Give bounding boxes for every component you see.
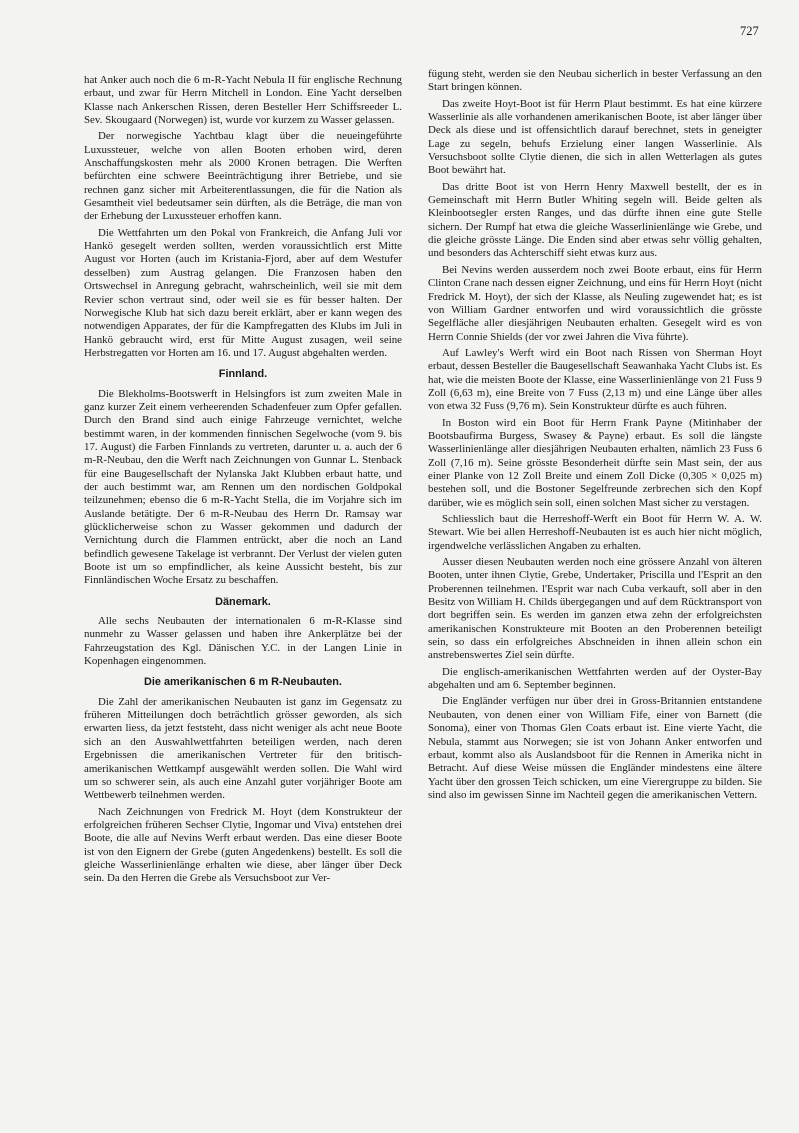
section-heading: Die amerikanischen 6 m R-Neubauten. bbox=[144, 676, 342, 689]
paragraph: Das dritte Boot ist von Herrn Henry Maxwell bestellt, der es in Gemeinschaft mit Herrn Butler Whiting segeln will. Beide gelten als Kleinbootsegler ersten Ranges, und das dürfte ihnen eine gute Stelle sichern. Der Rumpf hat etwa die gleiche Wasserlinienlänge wie Grebe, und die gleiche grösste Länge. Die Enden sind aber etwas sehr völlig gehalten, und besonders das Achterschiff sieht etwas kurz aus. bbox=[428, 180, 762, 260]
paragraph: Das zweite Hoyt-Boot ist für Herrn Plaut bestimmt. Es hat eine kürzere Wasserlinie als alle vorhandenen amerikanischen Boote, ist aber länger über Deck als diese und ist offensichtlich darauf berechnet, stets in geneigter Lage zu segeln, behufs Erzielung einer langen Wasserlinie. Als Versuchsboot sollte Clytie dienen, die sich in allen Wetterlagen als gutes Boot bewährt hat. bbox=[428, 97, 762, 177]
paragraph: fügung steht, werden sie den Neubau sicherlich in bester Verfassung an den Start bringen können. bbox=[428, 68, 762, 94]
paragraph: Bei Nevins werden ausserdem noch zwei Boote erbaut, eins für Herrn Clinton Crane nach dessen eigner Zeichnung, und eins für Herrn Hoyt (nicht Fredrick M. Hoyt), der sich der Klasse, als Neuling zugewendet hat; es ist von William Gardner entworfen und wird voraussichtlich die grösste Segelfläche aller diesjährigen Neubauten erhalten. Gesegelt wird es von Herrn Connie Shields (der vor zwei Jahren die Viva führte). bbox=[428, 263, 762, 343]
paragraph: hat Anker auch noch die 6 m-R-Yacht Nebula II für englische Rechnung erbaut, und zwar für Herrn Mitchell in London. Eine Yacht derselben Klasse nach Ankerschen Rissen, deren Besteller Herr Schiffsreeder L. Sev. Skougaard (Norwegen) ist, wurde vor kurzem zu Wasser gelassen. bbox=[84, 74, 402, 127]
paragraph: Nach Zeichnungen von Fredrick M. Hoyt (dem Konstrukteur der erfolgreichen früheren Sechser Clytie, Ingomar und Viva) entstehen drei Boote, die alle auf Nevins Werft erbaut werden. Das eine dieser Boote ist von den Eignern der Grebe (guten Angedenkens) bestellt. Es soll die gleiche Wasserlinienlänge erhalten wie diese, aber länger über Deck sein. Da den Herren die Grebe als Versuchsboot zur Ver- bbox=[84, 805, 402, 885]
right-column bbox=[428, 68, 762, 805]
section-heading: Finnland. bbox=[218, 368, 268, 381]
paragraph: Alle sechs Neubauten der internationalen 6 m-R-Klasse sind nunmehr zu Wasser gelassen und haben ihre Ankerplätze bei der Fahrzeugstation des Kgl. Dänischen Y.C. in der Langen Linie in Kopenhagen eingenommen. bbox=[84, 615, 402, 668]
left-column bbox=[84, 74, 402, 889]
paragraph: Die englisch-amerikanischen Wettfahrten werden auf der Oyster-Bay abgehalten und am 6. September beginnen. bbox=[428, 665, 762, 692]
page-number: 727 bbox=[740, 24, 759, 38]
paragraph: Schliesslich baut die Herreshoff-Werft ein Boot für Herrn W. A. W. Stewart. Wie bei allen Herreshoff-Neubauten ist es auch hier nicht möglich, irgendwelche verlässlichen Angaben zu erhalten. bbox=[428, 513, 762, 552]
paragraph: Der norwegische Yachtbau klagt über die neueingeführte Luxussteuer, welche von allen Booten erhoben wird, deren Anschaffungskosten mehr als 2000 Kronen betragen. Die Werften befürchten eine schwere Beeinträchtigung ihrer Betriebe, und sie rechnen ganz sicher mit Arbeiterentlassungen, die für die Nation als Gesamtheit viel bedeutsamer sein dürften, als die Beträge, die man von der Erhebung der Luxussteuer erhoffen kann. bbox=[84, 130, 402, 223]
paragraph: Die Blekholms-Bootswerft in Helsingfors ist zum zweiten Male in ganz kurzer Zeit einem verheerenden Schadenfeuer zum Opfer gefallen. Durch den Brand sind auch einige Fahrzeuge vernichtet, welche bestimmt waren, in der kommenden finnischen Segelwoche (vom 9. bis 17. August) die Farben Finnlands zu vertreten, darunter u. a. auch der 6 m-R-Neubau, den die Werft nach Zeichnungen von Gunnar L. Stenback für eine Baugesellschaft der Nylanska Jakt Klubben erbaut hatte, und der auch bestimmt war, am Rennen um den nordischen Goldpokal teilzunehmen; ebenso die 6 m-R-Yacht Stella, die im Vorjahre sich im Auslande betätigte. Der 6 m-R-Neubau des Herrn Dr. Ramsay war glücklicherweise schon zu Wasser gekommen und dadurch der Vernichtung durch die Flammen entrückt, aber die noch an Land befindlich gewesene Takelage ist verbrannt. Der Verlust der vielen guten Boote ist um so empfindlicher, als keine Aussicht besteht, bis zur Finnländischen Woche Ersatz zu beschaffen. bbox=[84, 387, 402, 587]
paragraph: Die Engländer verfügen nur über drei in Gross-Britannien entstandene Neubauten, von denen einer von William Fife, einer von Barnett (die Sonoma), einer von Thomas Glen Coats erbaut ist. Eine vierte Yacht, die Nebula, stammt aus Norwegen; sie ist von Johann Anker entworfen und erbaut, kommt also als Auslandsboot für die Rennen in Amerika nicht in Betracht. Auf diese Weise müssen die Engländer mindestens eine ältere Yacht über den grossen Teich schicken, um eine Vierergruppe zu bilden. Sie sind also im gewissen Sinne im Nachteil gegen die amerikanischen Vettern. bbox=[428, 695, 762, 801]
paragraph: Auf Lawley's Werft wird ein Boot nach Rissen von Sherman Hoyt erbaut, dessen Besteller die Baugesellschaft Seawanhaka Yacht Clubs ist. Es hat, wie die meisten Boote der Klasse, eine Wasserlinienlänge von 21 Fuss 9 Zoll (6,63 m), eine Breite von 7 Fuss (2,13 m) und eine Länge über alles von etwa 32 Fuss (9,76 m). Sein Konstrukteur dürfte es auch führen. bbox=[428, 346, 762, 413]
paragraph: Die Wettfahrten um den Pokal von Frankreich, die Anfang Juli vor Hankö gesegelt werden sollten, werden voraussichtlich erst Mitte August vor Horten (auch im Kristania-Fjord, aber auf dem Westufer desselben) zum Austrag gelangen. Die Franzosen haben den Ortswechsel in Anregung gebracht, wahrscheinlich, weil sie mit dem Revier schon vertraut sind, oder weil sie es für besser halten. Der Norwegische Klub hat sich dazu bereit erklärt, aber er kann wegen des notwendigen Apparates, der für die Kampfregatten des Klubs im Juli in Hankö gebraucht wird, erst für Mitte August zusagen, weil seine Herbstregatten vor Horten am 16. und 17. August abgehalten werden. bbox=[84, 226, 402, 359]
section-heading: Dänemark. bbox=[215, 595, 271, 608]
paragraph: Ausser diesen Neubauten werden noch eine grössere Anzahl von älteren Booten, unter ihnen Clytie, Grebe, Undertaker, Priscilla und l'Esprit an den Proberennen teilnehmen. l'Esprit war nach Cuba verkauft, soll aber in den Besitz von William H. Childs übergegangen und auf dem Rücktransport von dort begriffen sein. Es werden im ganzen etwa zehn der erfolgreichsten amerikanischen Konstrukteure mit Booten an den Proberennen beteiligt sein, so dass ein erfolgreiches Abschneiden in ihnen allein schon ein anstrebenswertes Ziel sein dürfte. bbox=[428, 556, 762, 662]
paragraph: In Boston wird ein Boot für Herrn Frank Payne (Mitinhaber der Bootsbaufirma Burgess, Swasey & Payne) erbaut. Es soll die längste Wasserlinienlänge aller diesjährigen Neubauten erhalten, nämlich 23 Fuss 6 Zoll (7,16 m). Seine grösste Besonderheit dürfte sein Mast sein, der aus einer Planke von 12 Zoll Breite und einem Zoll Dicke (0,305 × 0,025 m) bestehen soll, und die Bostoner Segelfreunde zerbrechen sich den Kopf darüber, wie es möglich sein soll, einen solchen Mast sicher zu verstagen. bbox=[428, 416, 762, 509]
paragraph: Die Zahl der amerikanischen Neubauten ist ganz im Gegensatz zu früheren Mitteilungen doch beträchtlich grösser geworden, als sich erwarten liess, da jetzt feststeht, dass nicht weniger als acht neue Boote sich an den Auswahlwettfahrten beteiligen werden, nach deren Ergebnissen die amerikanischen Vertreter für den britisch-amerikanischen Wettkampf ausgewählt werden sollen. Die Wahl wird um so schwerer sein, als auch eine Anzahl guter vorjähriger Boote am Wettbewerb teilnehmen werden. bbox=[84, 695, 402, 802]
